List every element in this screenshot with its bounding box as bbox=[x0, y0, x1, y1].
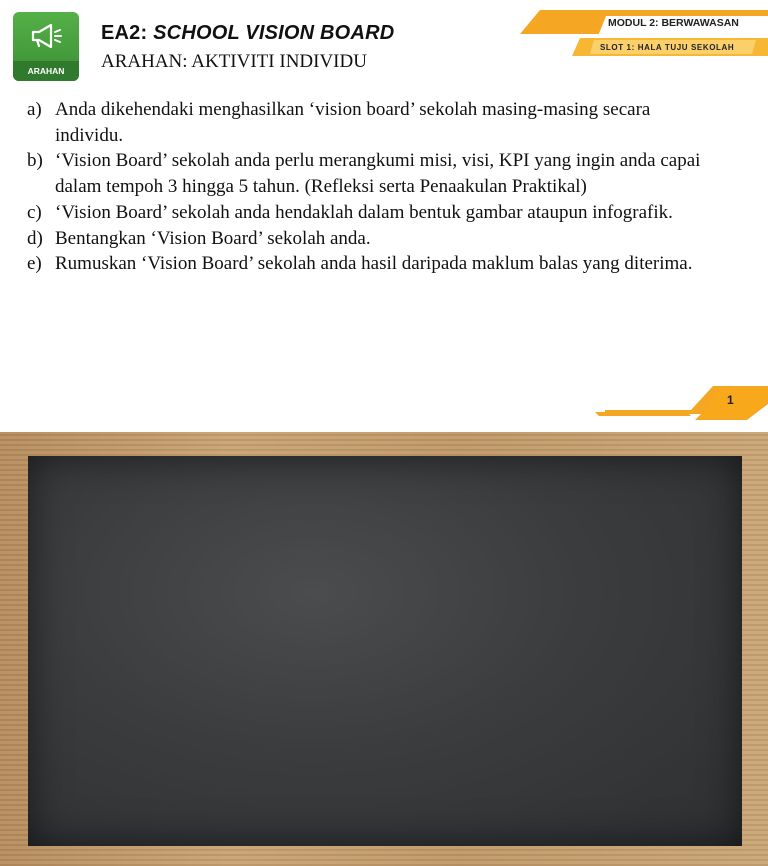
list-item bbox=[27, 251, 717, 277]
list-item bbox=[27, 97, 717, 148]
list-text: Rumuskan ‘Vision Board’ sekolah anda hasil daripada maklum balas yang diterima. bbox=[55, 253, 693, 275]
list-marker: e) bbox=[27, 253, 42, 275]
megaphone-glyph bbox=[29, 22, 63, 50]
list-marker: d) bbox=[27, 227, 43, 249]
list-text: Anda dikehendaki menghasilkan ‘vision board’ sekolah masing-masing secara individu. bbox=[55, 99, 651, 146]
icon-label: ARAHAN bbox=[13, 61, 79, 81]
list-item bbox=[27, 148, 717, 199]
list-marker: b) bbox=[27, 150, 43, 172]
list-text: ‘Vision Board’ sekolah anda hendaklah dalam bentuk gambar ataupun infografik. bbox=[55, 201, 673, 223]
megaphone-icon bbox=[13, 12, 79, 81]
chalkboard-surface bbox=[28, 456, 742, 846]
chalkboard bbox=[0, 432, 768, 866]
page-number: 1 bbox=[727, 393, 734, 407]
list-text: Bentangkan ‘Vision Board’ sekolah anda. bbox=[55, 227, 371, 249]
page-number-badge bbox=[595, 384, 768, 420]
list-marker: a) bbox=[27, 99, 42, 120]
instruction-list bbox=[27, 97, 717, 277]
title-main: SCHOOL VISION BOARD bbox=[153, 22, 395, 44]
list-item bbox=[27, 200, 717, 226]
list-marker: c) bbox=[27, 201, 42, 223]
slot-label: SLOT 1: HALA TUJU SEKOLAH bbox=[600, 43, 735, 52]
title-prefix: EA2: bbox=[101, 22, 148, 44]
module-label: MODUL 2: BERWAWASAN bbox=[608, 17, 739, 29]
list-text: ‘Vision Board’ sekolah anda perlu merangkumi misi, visi, KPI yang ingin anda capai dalam tempoh 3 hingga 5 tahun. (Refleksi serta Penaakulan Praktikal) bbox=[55, 150, 701, 198]
page-subtitle: ARAHAN: AKTIVITI INDIVIDU bbox=[101, 51, 367, 72]
list-item bbox=[27, 226, 717, 252]
page-title bbox=[101, 22, 394, 45]
